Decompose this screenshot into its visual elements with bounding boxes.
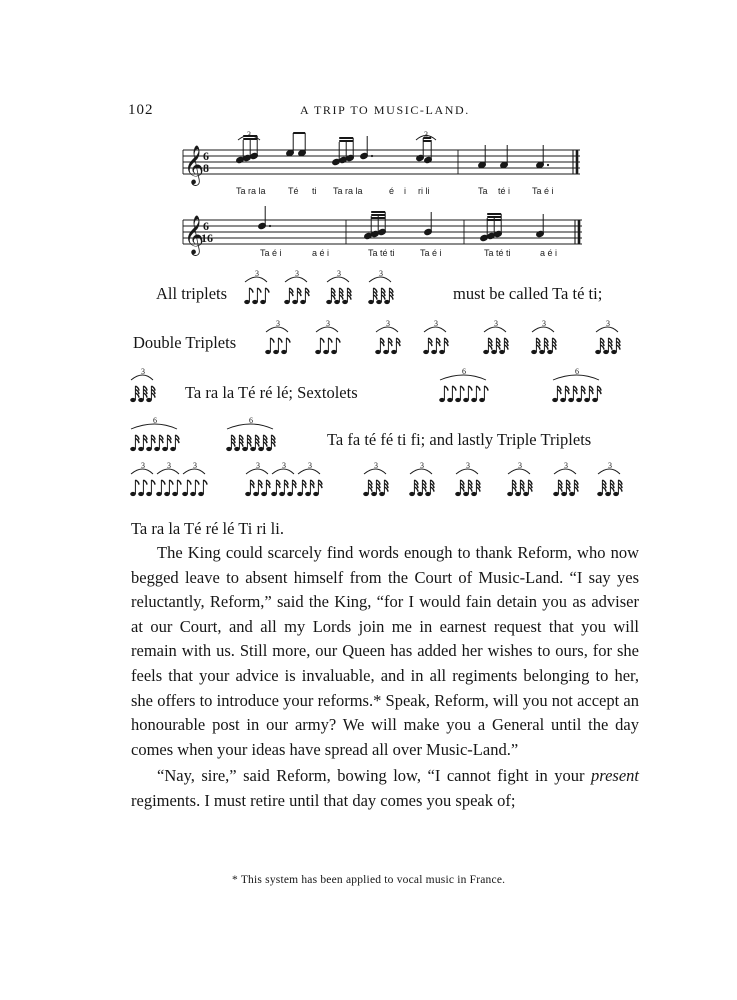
paragraph: The King could scarcely find words enough to thank Reform, who now begged leave to absent himself from the Court of Music-Land. “I say yes reluctantly, Reform,” said the King, “for I would fain detain you as adviser at our Court, and all my Lords join me in earnest request that you will remain with us. Still more, our Queen has added her wishes to ours, for she feels that your advice is invaluable, and in all regiments belonging to her, she offers to introduce your reforms.* Speak, Reform, will you not accept an honourable post in our army? We will make you a General until the day comes when your ideas have spread all over Music-Land.”: [131, 543, 639, 759]
note-flag: [278, 338, 282, 343]
body-text: [131, 541, 639, 814]
note-flag: [249, 288, 253, 293]
note-flag: [135, 480, 139, 485]
note-flag: [484, 386, 488, 391]
note-flag: [187, 480, 191, 485]
double-triplets-tail: Ta ra la Té ré lé; Sextolets: [185, 383, 358, 402]
syllable: i: [404, 186, 406, 196]
tuplet-number: 3: [420, 461, 424, 470]
syllable: é: [389, 186, 395, 196]
note-flag: [195, 480, 199, 485]
tuplet-number: 3: [379, 269, 383, 278]
tuplet-group: [182, 461, 207, 496]
note-flag: [452, 386, 456, 391]
tuplet-group: [597, 461, 622, 496]
paragraph-start: “Nay, sire,” said Reform, bowing low, “I cannot fight in your: [157, 766, 585, 786]
tuplet-number: 3: [141, 461, 145, 470]
tuplet-number: 6: [249, 416, 253, 425]
note-flag: [468, 386, 472, 391]
triplets-label: All triplets: [156, 284, 228, 303]
tuplet-number: 3: [326, 319, 330, 328]
tuplet-number: 3: [308, 461, 312, 470]
page-number: 102: [128, 102, 154, 118]
tuplet-group: [130, 367, 155, 402]
tuplet-group: [483, 319, 508, 354]
note-flag: [161, 480, 165, 485]
syllable: a é i: [540, 248, 558, 258]
tuplet-group: [439, 367, 488, 402]
tuplet-group: [130, 416, 179, 451]
tuplet-group: [284, 269, 309, 304]
tuplet-group: [244, 269, 269, 304]
tuplet-group: [531, 319, 556, 354]
syllable: té i: [498, 186, 511, 196]
syllable: Ta é i: [532, 186, 554, 196]
tuplet-group: [595, 319, 620, 354]
treble-clef-icon: 𝄞: [184, 145, 205, 185]
note-flag: [143, 480, 147, 485]
sextolets-tail: Ta fa té fé ti fi; and lastly Triple Triplets: [327, 430, 592, 449]
tuplet-group: [326, 269, 351, 304]
tuplet-group: [363, 461, 388, 496]
syllable: Té: [288, 186, 299, 196]
syllable: Ta té ti: [484, 248, 511, 258]
triplets-tail: must be called Ta té ti;: [453, 284, 603, 303]
tuplet-number: 3: [518, 461, 522, 470]
tuplet-group: [315, 319, 340, 354]
treble-clef-icon: 𝄞: [184, 215, 205, 255]
note-flag: [476, 386, 480, 391]
tuplet-number: 3: [424, 130, 428, 139]
tuplet-group: [297, 461, 322, 496]
tuplet-group: [245, 461, 270, 496]
tuplet-number: 3: [608, 461, 612, 470]
tuplet-number: 3: [193, 461, 197, 470]
time-signature-top: 6: [203, 219, 209, 233]
tuplet-number: 6: [153, 416, 157, 425]
tuplet-number: 3: [337, 269, 341, 278]
syllable: ti: [312, 186, 317, 196]
tuplet-group: [507, 461, 532, 496]
tuplet-number: 3: [386, 319, 390, 328]
tuplet-group: [130, 461, 155, 496]
note-flag: [203, 480, 207, 485]
syllable: Ta é i: [420, 248, 442, 258]
tuplet-number: 3: [434, 319, 438, 328]
triple-triplets-tail: Ta ra la Té ré lé Ti ri li.: [131, 519, 284, 538]
tuplet-number: 3: [295, 269, 299, 278]
tuplet-group: [552, 367, 601, 402]
syllable: Ta ra la: [236, 186, 266, 196]
note-flag: [151, 480, 155, 485]
emphasis: present: [591, 766, 640, 786]
tuplet-group: [455, 461, 480, 496]
tuplet-number: 6: [462, 367, 466, 376]
paragraph: [131, 764, 639, 813]
tuplet-number: 3: [374, 461, 378, 470]
note-flag: [336, 338, 340, 343]
syllable: a é i: [312, 248, 330, 258]
syllable: ri li: [418, 186, 430, 196]
tuplet-number: 3: [542, 319, 546, 328]
note-flag: [257, 288, 261, 293]
tuplet-number: 6: [575, 367, 579, 376]
note-flag: [270, 338, 274, 343]
note-flag: [265, 288, 269, 293]
double-triplets-label: Double Triplets: [133, 333, 237, 352]
tuplet-group: [368, 269, 393, 304]
syllable: Ta é i: [260, 248, 282, 258]
note-flag: [460, 386, 464, 391]
tuplet-number: 3: [276, 319, 280, 328]
tuplet-group: [265, 319, 290, 354]
time-signature-bottom: 8: [203, 161, 209, 175]
syllable: Ta: [478, 186, 488, 196]
tuplet-number: 3: [564, 461, 568, 470]
tuplet-number: 3: [606, 319, 610, 328]
note-flag: [286, 338, 290, 343]
syllable: Ta ra la: [333, 186, 363, 196]
tuplet-number: 3: [466, 461, 470, 470]
footnote: * This system has been applied to vocal music in France.: [232, 874, 506, 886]
paragraph-end: regiments. I must retire until that day comes you speak of;: [131, 790, 516, 810]
time-signature-top: 6: [203, 149, 209, 163]
time-signature-bottom: 16: [201, 231, 213, 245]
tuplet-number: 3: [282, 461, 286, 470]
tuplet-number: 3: [141, 367, 145, 376]
tuplet-number: 3: [255, 269, 259, 278]
tuplet-group: [156, 461, 181, 496]
syllable: Ta té ti: [368, 248, 395, 258]
note-flag: [169, 480, 173, 485]
tuplet-number: 3: [494, 319, 498, 328]
tuplet-group: [271, 461, 296, 496]
note-flag: [177, 480, 181, 485]
note-flag: [320, 338, 324, 343]
tuplet-group: [226, 416, 275, 451]
tuplet-number: 3: [256, 461, 260, 470]
tuplet-group: [553, 461, 578, 496]
tuplet-group: [409, 461, 434, 496]
tuplet-group: [375, 319, 400, 354]
running-head: A TRIP TO MUSIC-LAND.: [300, 103, 470, 117]
tuplet-number: 3: [167, 461, 171, 470]
note-flag: [328, 338, 332, 343]
note-flag: [444, 386, 448, 391]
tuplet-group: [423, 319, 448, 354]
tuplet-number: 3: [247, 130, 251, 139]
